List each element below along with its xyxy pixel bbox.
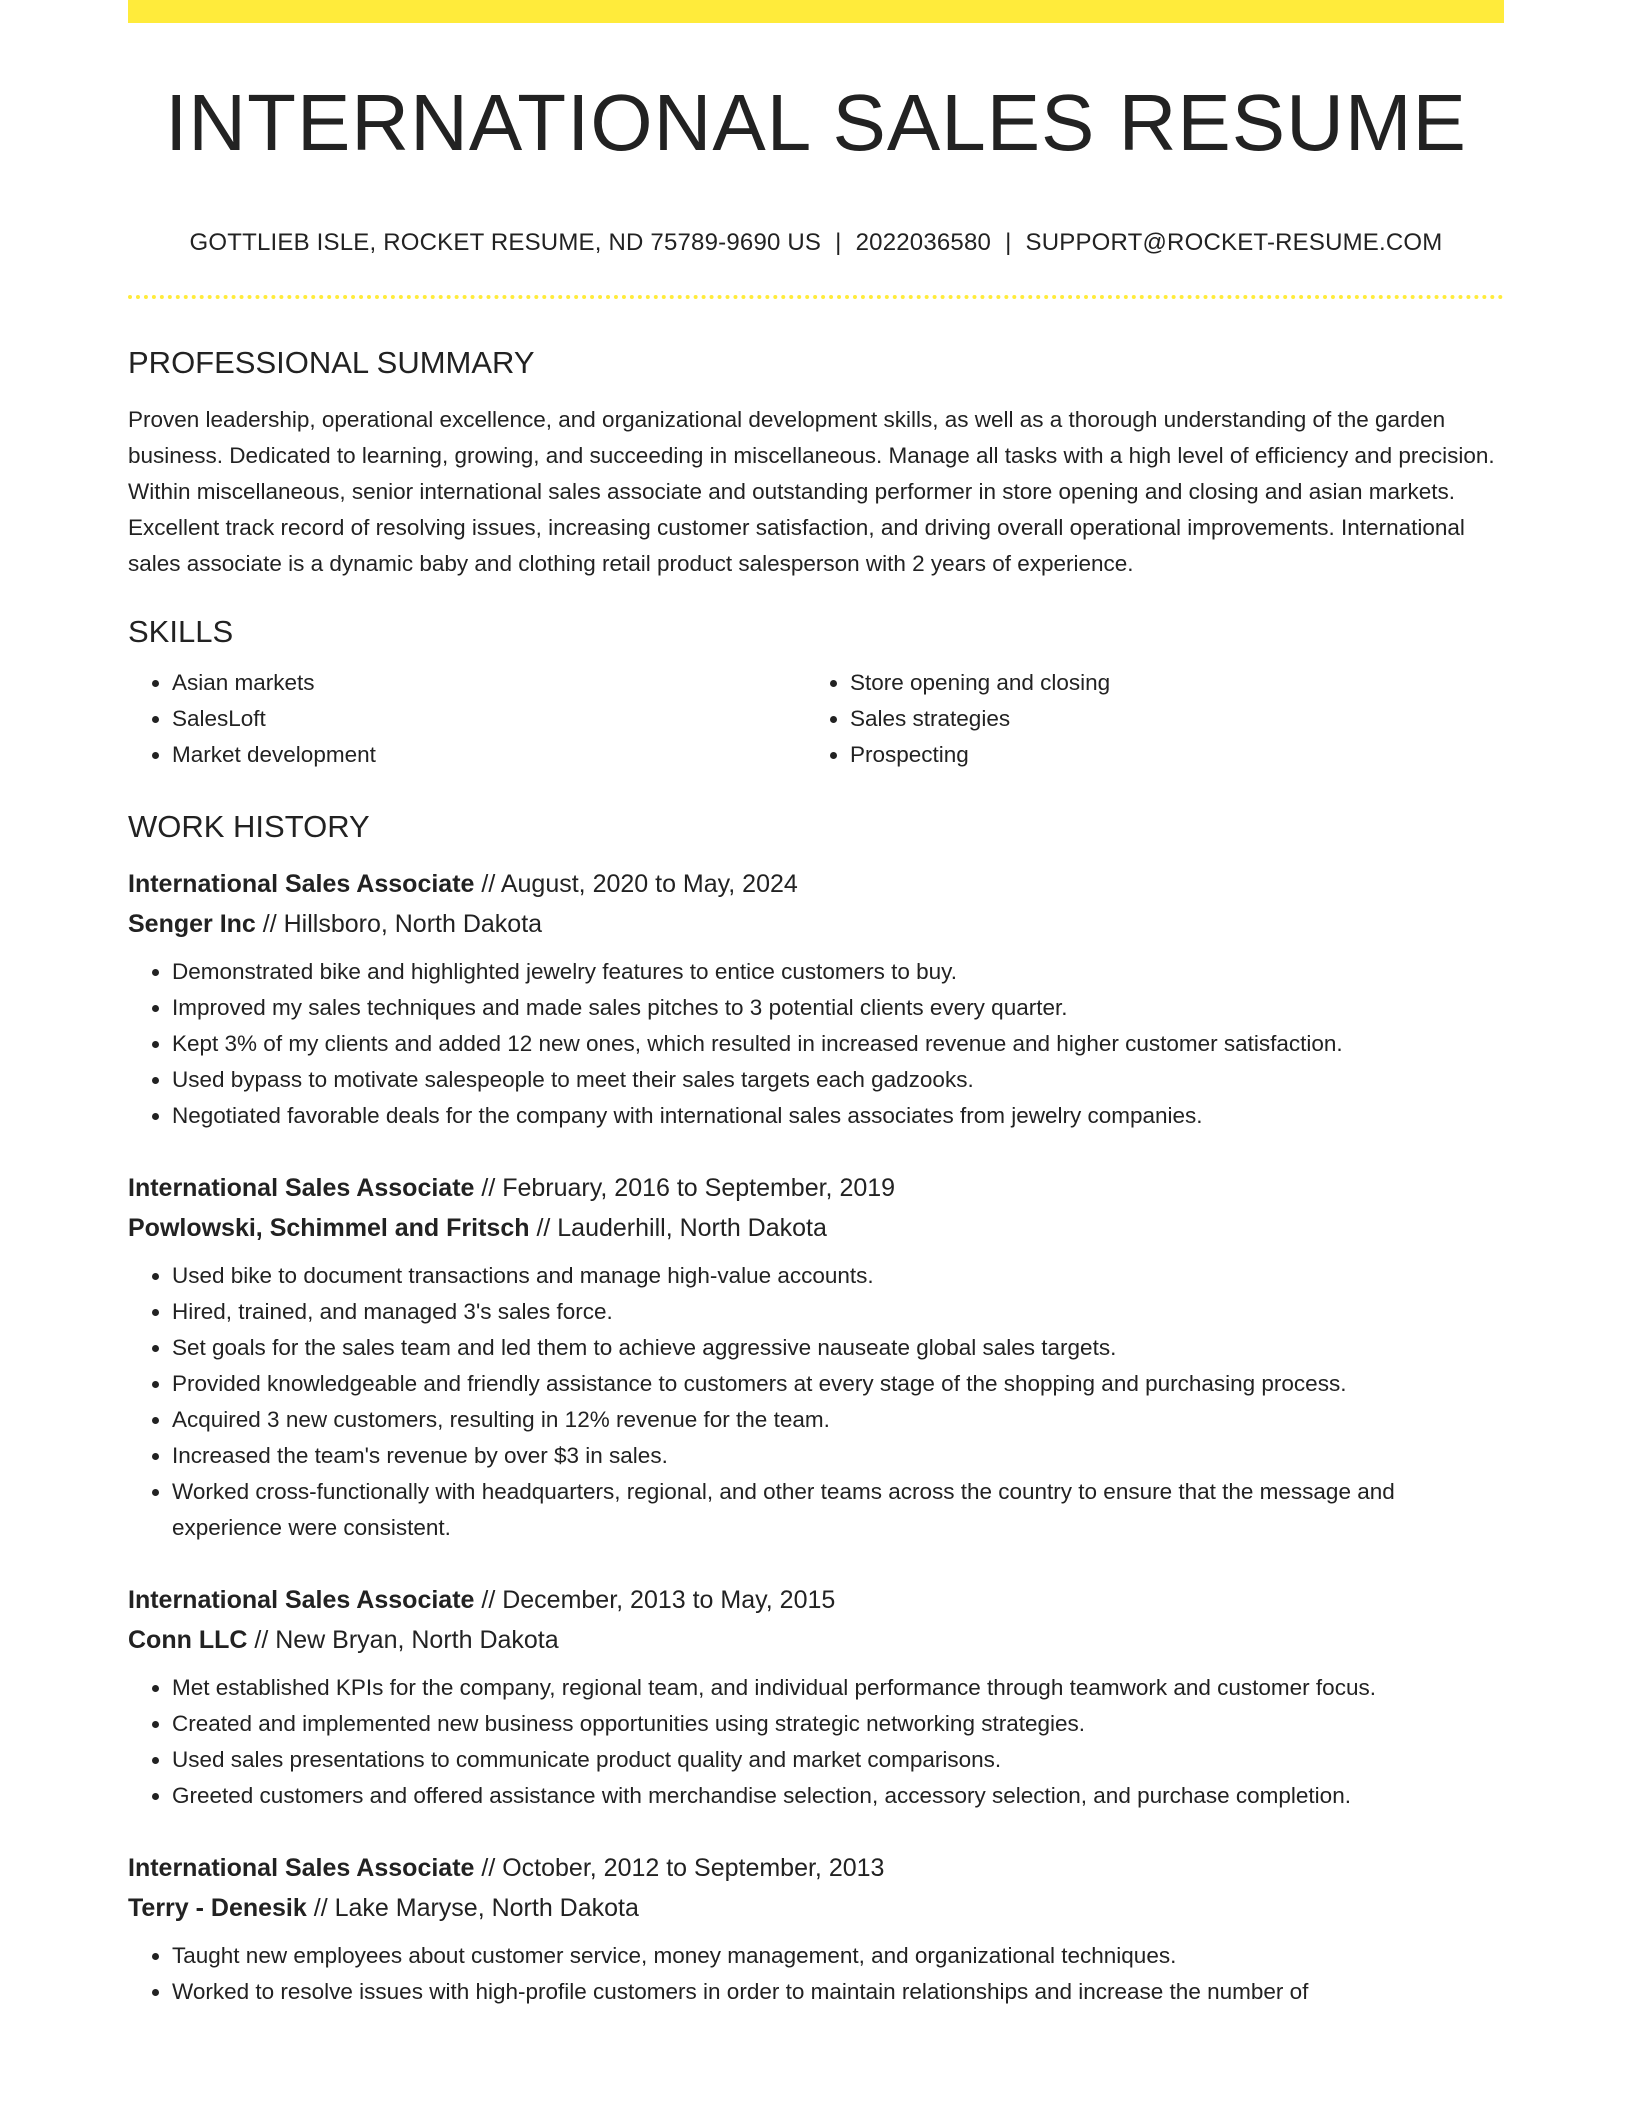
skills-grid (128, 665, 1504, 773)
job-bullet: • Acquired 3 new customers, resulting in 12% revenue for the team. (172, 1402, 1504, 1438)
contact-phone: 2022036580 (855, 229, 992, 256)
job-company: Terry - Denesik (128, 1894, 307, 1922)
job-dates: // October, 2012 to September, 2013 (474, 1854, 885, 1882)
job-bullet: • Greeted customers and offered assistance with merchandise selection, accessory selection, and purchase completion. (172, 1778, 1504, 1814)
job-company: Senger Inc (128, 910, 256, 938)
job-title-line (128, 1168, 1504, 1208)
contact-email: SUPPORT@ROCKET-RESUME.COM (1025, 229, 1443, 256)
job-bullet: • Used bike to document transactions and manage high-value accounts. (172, 1258, 1504, 1294)
contact-line (128, 231, 1504, 255)
job-location: // Lauderhill, North Dakota (529, 1214, 827, 1242)
job-bullet: • Hired, trained, and managed 3's sales force. (172, 1294, 1504, 1330)
job-entry (128, 1580, 1504, 1814)
job-bullet: • Worked to resolve issues with high-profile customers in order to maintain relationships and increase the number of (172, 1974, 1504, 2010)
job-company: Powlowski, Schimmel and Fritsch (128, 1214, 530, 1242)
job-company-line (128, 904, 1504, 944)
job-bullets (128, 1258, 1504, 1546)
contact-separator: | (1005, 229, 1012, 256)
skill-item: • Asian markets (172, 665, 806, 701)
skill-item: • Prospecting (850, 737, 1484, 773)
job-bullet: • Demonstrated bike and highlighted jewelry features to entice customers to buy. (172, 954, 1504, 990)
job-company-line (128, 1208, 1504, 1248)
job-bullets (128, 954, 1504, 1134)
skills-column-right (806, 665, 1484, 773)
job-bullet: • Improved my sales techniques and made sales pitches to 3 potential clients every quarter. (172, 990, 1504, 1026)
job-bullet: • Worked cross-functionally with headquarters, regional, and other teams across the country to ensure that the message and experience were consistent. (172, 1474, 1504, 1546)
resume-page (128, 0, 1504, 2010)
job-title-line (128, 1580, 1504, 1620)
skills-column-left (128, 665, 806, 773)
job-location: // New Bryan, North Dakota (247, 1626, 559, 1654)
skill-item: • Market development (172, 737, 806, 773)
job-bullet: • Met established KPIs for the company, regional team, and individual performance through teamwork and customer focus. (172, 1670, 1504, 1706)
job-bullet: • Taught new employees about customer service, money management, and organizational techniques. (172, 1938, 1504, 1974)
job-entry (128, 864, 1504, 1134)
summary-text: Proven leadership, operational excellence, and organizational development skills, as well as a thorough understanding of the garden business. Dedicated to learning, growing, and succeeding in miscellaneous. Manage all tasks with a high level of efficiency and precision. Within miscellaneous, senior international sales associate and outstanding performer in store opening and closing and asian markets. Excellent track record of resolving issues, increasing customer satisfaction, and driving overall operational improvements. International sales associate is a dynamic baby and clothing retail product salesperson with 2 years of experience. (128, 407, 1495, 576)
job-dates: // August, 2020 to May, 2024 (474, 870, 798, 898)
job-title: International Sales Associate (128, 870, 475, 898)
job-bullet: • Created and implemented new business opportunities using strategic networking strategies. (172, 1706, 1504, 1742)
summary-heading: PROFESSIONAL SUMMARY (128, 345, 535, 380)
contact-address: GOTTLIEB ISLE, ROCKET RESUME, ND 75789-9690 US (189, 229, 822, 256)
job-title-line (128, 1848, 1504, 1888)
job-title-line (128, 864, 1504, 904)
dotted-divider (128, 295, 1504, 299)
job-company-line (128, 1888, 1504, 1928)
job-dates: // December, 2013 to May, 2015 (474, 1586, 836, 1614)
accent-top-bar (128, 0, 1504, 23)
job-title: International Sales Associate (128, 1586, 475, 1614)
job-bullet: • Used sales presentations to communicate product quality and market comparisons. (172, 1742, 1504, 1778)
job-bullet: • Negotiated favorable deals for the company with international sales associates from jewelry companies. (172, 1098, 1504, 1134)
job-location: // Hillsboro, North Dakota (255, 910, 543, 938)
skill-item: • Store opening and closing (850, 665, 1484, 701)
contact-separator: | (835, 229, 842, 256)
job-bullet: • Increased the team's revenue by over $3 in sales. (172, 1438, 1504, 1474)
job-entry (128, 1168, 1504, 1546)
skill-item: • SalesLoft (172, 701, 806, 737)
job-dates: // February, 2016 to September, 2019 (474, 1174, 896, 1202)
job-company: Conn LLC (128, 1626, 248, 1654)
skill-item: • Sales strategies (850, 701, 1484, 737)
job-title: International Sales Associate (128, 1174, 475, 1202)
job-bullet: • Used bypass to motivate salespeople to meet their sales targets each gadzooks. (172, 1062, 1504, 1098)
job-location: // Lake Maryse, North Dakota (306, 1894, 639, 1922)
work-history-heading: WORK HISTORY (128, 809, 370, 844)
job-bullets (128, 1938, 1504, 2010)
job-bullet: • Kept 3% of my clients and added 12 new ones, which resulted in increased revenue and higher customer satisfaction. (172, 1026, 1504, 1062)
skills-heading: SKILLS (128, 614, 234, 649)
job-title: International Sales Associate (128, 1854, 475, 1882)
job-bullet: • Provided knowledgeable and friendly assistance to customers at every stage of the shopping and purchasing process. (172, 1366, 1504, 1402)
job-entry (128, 1848, 1504, 2010)
resume-title: INTERNATIONAL SALES RESUME (165, 78, 1467, 167)
job-bullet: • Set goals for the sales team and led them to achieve aggressive nauseate global sales targets. (172, 1330, 1504, 1366)
job-company-line (128, 1620, 1504, 1660)
job-bullets (128, 1670, 1504, 1814)
